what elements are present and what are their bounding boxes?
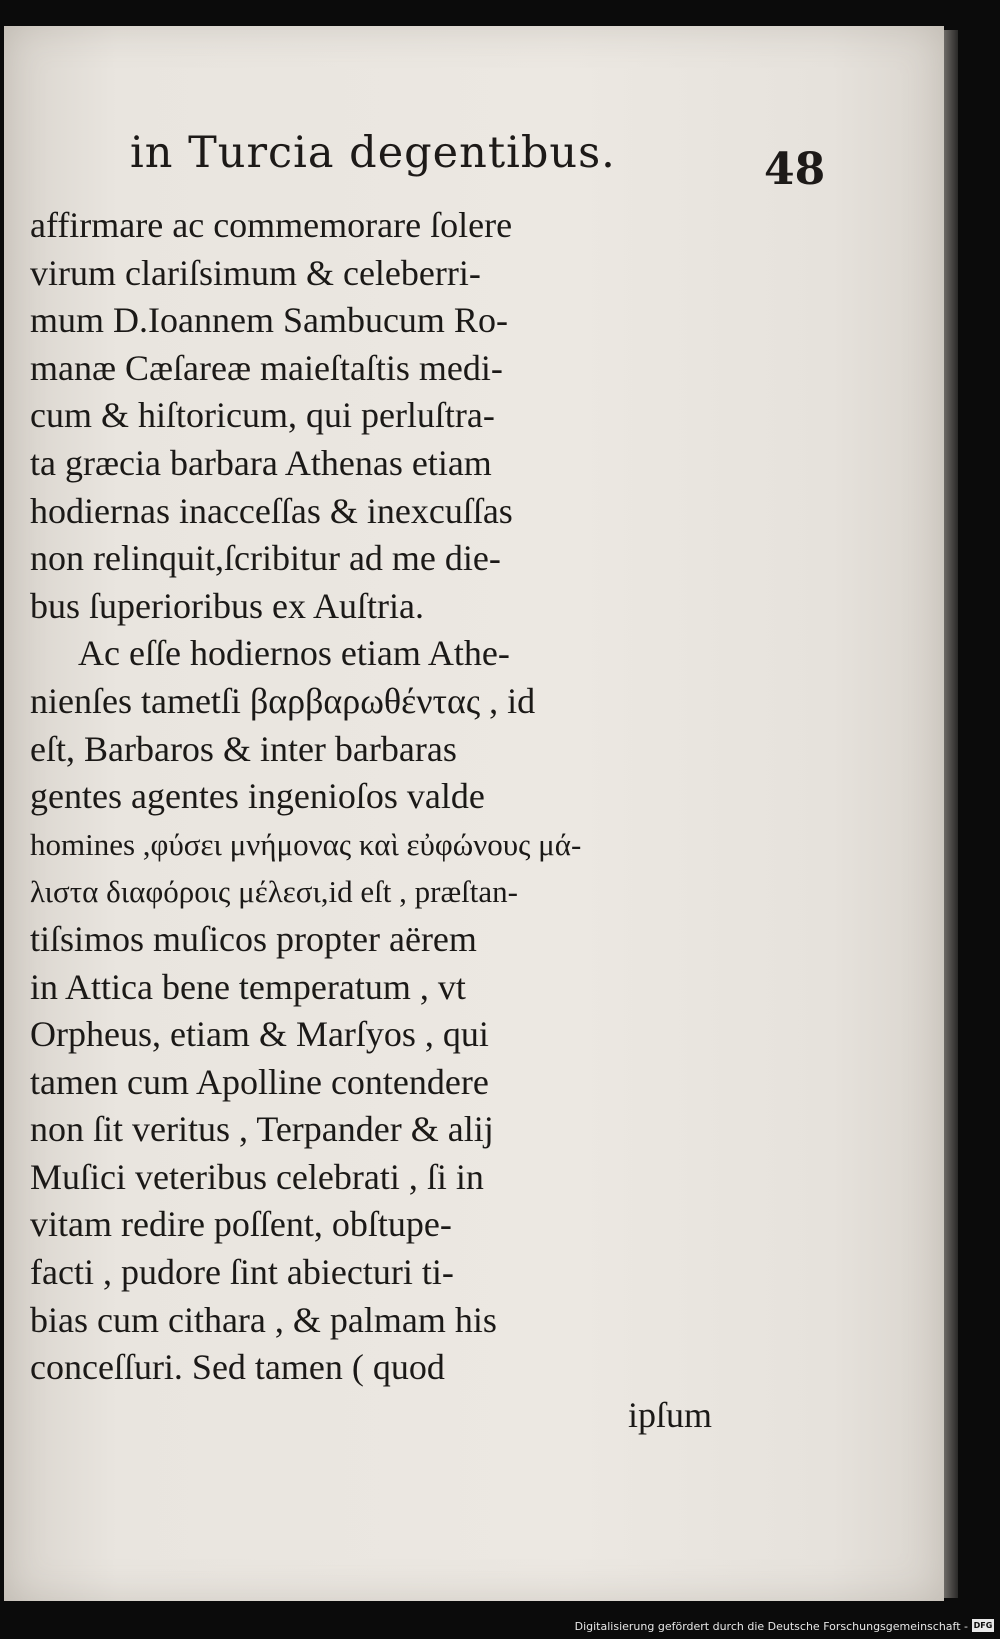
body-text — [30, 202, 720, 1439]
page-edge — [944, 30, 958, 1598]
text-line: mum D.Ioannem Sambucum Ro- — [30, 300, 508, 341]
text-line: bias cum cithara , & palmam his — [30, 1299, 497, 1340]
footer-credit: Digitalisierung gefördert durch die Deutsche Forschungsgemeinschaft - — [574, 1620, 968, 1633]
text-line: non relinquit,ſcribitur ad me die- — [30, 538, 501, 579]
dfg-logo: DFG — [973, 1621, 993, 1630]
text-line: conceſſuri. Sed tamen ( quod — [30, 1347, 445, 1388]
text-line: Ac eſſe hodiernos etiam Athe- — [78, 633, 510, 674]
text-line: Orpheus, etiam & Marſyos , qui — [30, 1014, 489, 1055]
text-line: bus ſuperioribus ex Auſtria. — [30, 585, 424, 626]
text-line: facti , pudore ſint abiecturi ti- — [30, 1252, 454, 1293]
text-line: gentes agentes ingenioſos valde — [30, 776, 485, 817]
text-line: λιστα διαφόροις μέλεσι,id eſt , præſtan- — [30, 874, 518, 910]
text-line: in Attica bene temperatum , vt — [30, 966, 466, 1007]
catchword: ipſum — [627, 1394, 712, 1435]
text-line: tiſsimos muſicos propter aërem — [30, 918, 477, 959]
text-line: virum clariſsimum & celeberri- — [30, 252, 481, 293]
page-number: 48 — [764, 144, 826, 195]
text-line: tamen cum Apolline contendere — [30, 1061, 489, 1102]
text-line: eſt, Barbaros & inter barbaras — [30, 728, 457, 769]
text-line: vitam redire poſſent, obſtupe- — [30, 1204, 452, 1245]
text-line: Muſici veteribus celebrati , ſi in — [30, 1156, 484, 1197]
running-head: in Turcia degentibus. — [130, 128, 616, 178]
text-line: affirmare ac commemorare ſolere — [30, 205, 513, 245]
text-line: homines ,φύσει μνήμονας καὶ εὐφώνους μά- — [30, 826, 582, 862]
text-line: cum & hiſtoricum, qui perluſtra- — [30, 395, 495, 436]
text-line: ta græcia barbara Athenas etiam — [30, 442, 492, 483]
text-line: hodiernas inacceſſas & inexcuſſas — [30, 490, 513, 531]
text-line: manæ Cæſareæ maieſtaſtis medi- — [30, 347, 503, 388]
text-line: non ſit veritus , Terpander & alij — [30, 1109, 494, 1150]
text-line: nienſes tametſi βαρβαρωθέντας , id — [30, 680, 536, 721]
